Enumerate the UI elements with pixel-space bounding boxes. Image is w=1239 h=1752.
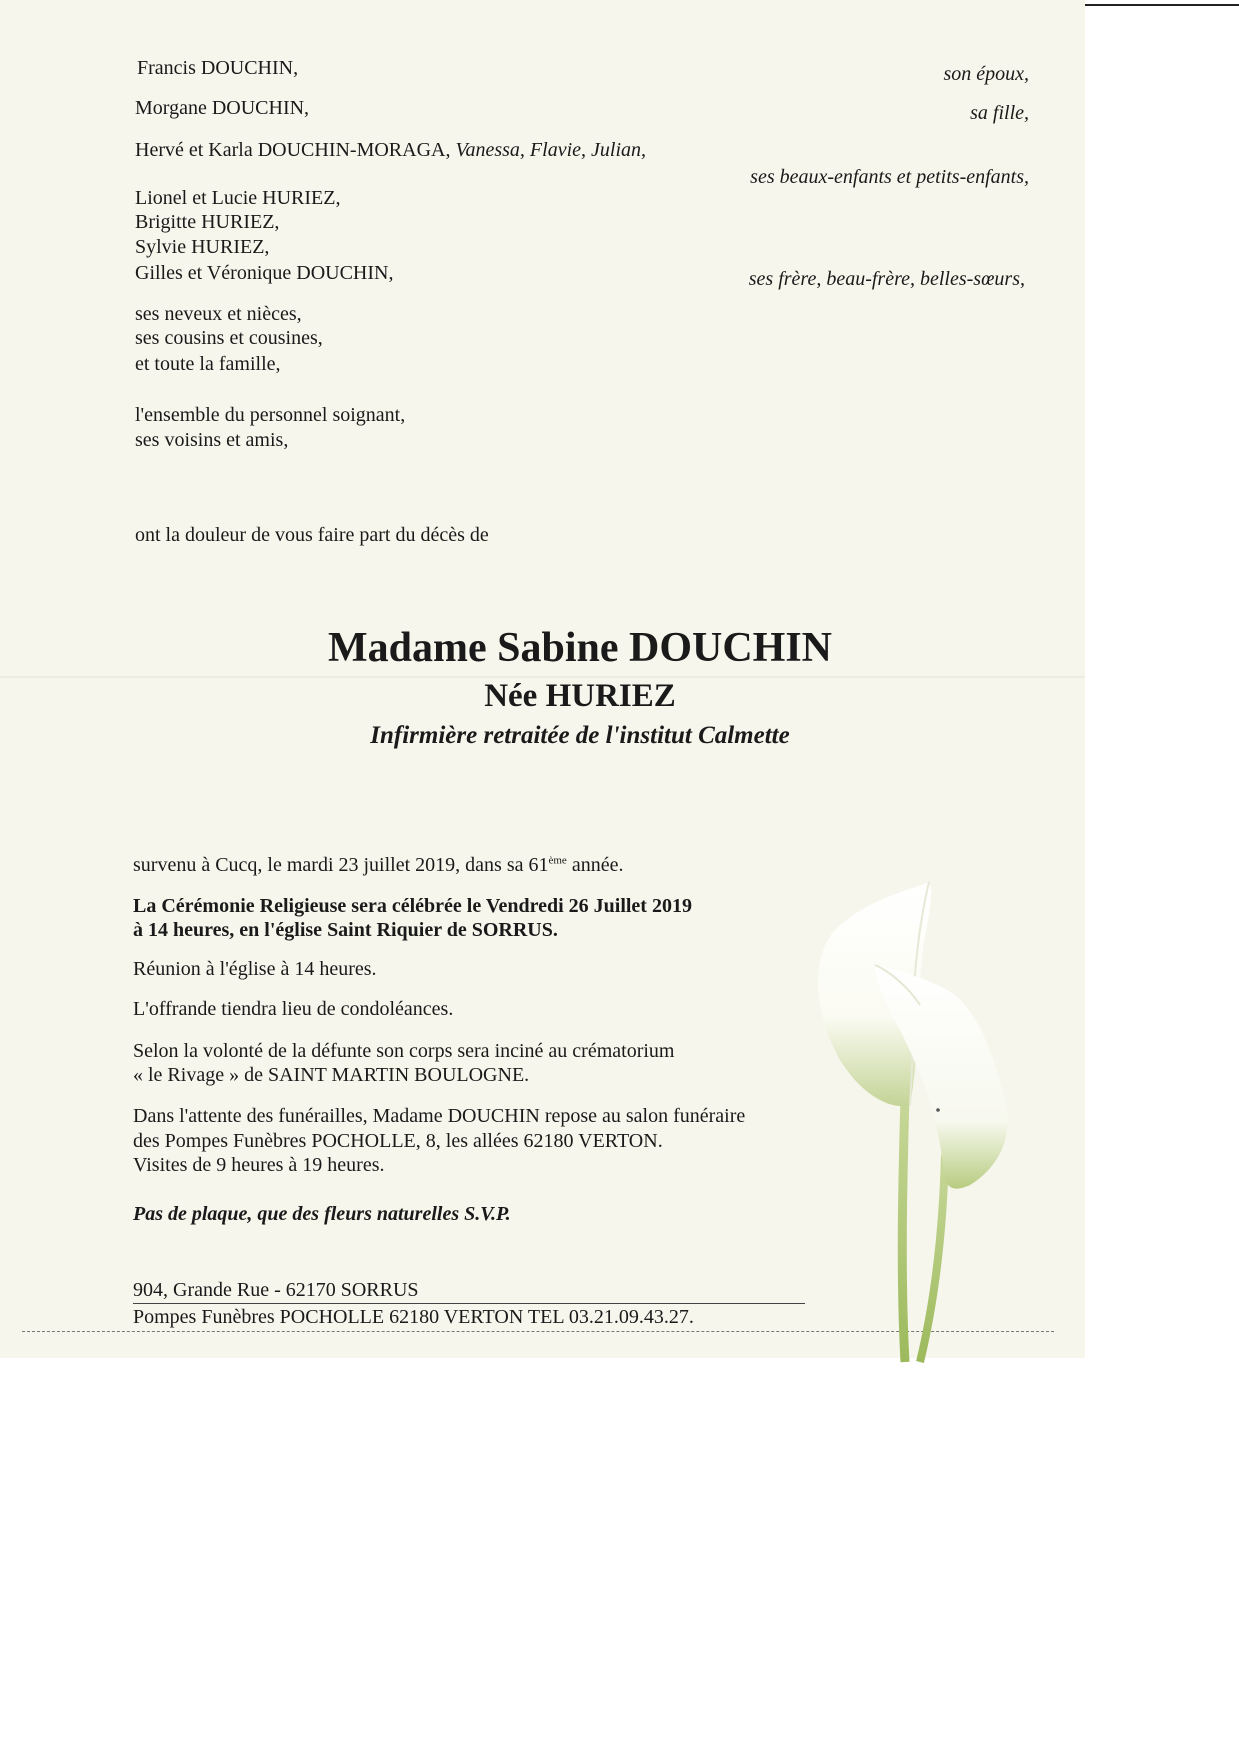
reunion-info: Réunion à l'église à 14 heures. — [133, 958, 377, 980]
ceremony-line-1: La Cérémonie Religieuse sera célébrée le Vendredi 26 Juillet 2019 — [133, 895, 692, 917]
cremation-line-1: Selon la volonté de la défunte son corps sera inciné au crématorium — [133, 1040, 675, 1062]
family-line-famille: et toute la famille, — [135, 353, 281, 375]
family-line-voisins: ses voisins et amis, — [135, 429, 289, 451]
footer-address: 904, Grande Rue - 62170 SORRUS — [133, 1279, 419, 1301]
death-info — [133, 853, 623, 877]
visites-info: Visites de 9 heures à 19 heures. — [133, 1154, 385, 1176]
death-info-end: année. — [566, 854, 624, 876]
family-line-sylvie: Sylvie HURIEZ, — [135, 236, 270, 258]
family-line-personnel: l'ensemble du personnel soignant, — [135, 404, 406, 426]
ceremony-line-2: à 14 heures, en l'église Saint Riquier de SORRUS. — [133, 919, 558, 941]
family-line-morgane: Morgane DOUCHIN, — [135, 97, 310, 119]
calla-lily-icon — [795, 870, 1045, 1365]
relation-beaux-enfants: ses beaux-enfants et petits-enfants, — [750, 166, 1029, 188]
relation-freres: ses frère, beau-frère, belles-sœurs, — [748, 268, 1025, 290]
attente-line-1: Dans l'attente des funérailles, Madame DOUCHIN repose au salon funéraire — [133, 1105, 746, 1127]
family-line-lionel: Lionel et Lucie HURIEZ, — [135, 187, 341, 209]
deceased-name: Madame Sabine DOUCHIN — [327, 625, 833, 671]
death-info-main: survenu à Cucq, le mardi 23 juillet 2019, dans sa 61 — [133, 854, 549, 876]
death-info-ordinal: ème — [548, 854, 567, 867]
family-line-brigitte: Brigitte HURIEZ, — [135, 211, 280, 233]
deceased-profession: Infirmière retraitée de l'institut Calmette — [370, 722, 790, 749]
footer-funeral-home: Pompes Funèbres POCHOLLE 62180 VERTON TEL 03.21.09.43.27. — [133, 1306, 694, 1328]
relation-fille: sa fille, — [970, 102, 1029, 124]
cremation-line-2: « le Rivage » de SAINT MARTIN BOULOGNE. — [133, 1064, 530, 1086]
family-herve-names: Hervé et Karla DOUCHIN-MORAGA, — [135, 139, 451, 161]
family-herve-children: Vanessa, Flavie, Julian, — [455, 139, 647, 161]
deceased-maiden-name: Née HURIEZ — [484, 678, 676, 714]
scan-edge-line — [1085, 4, 1239, 6]
family-line-cousins: ses cousins et cousines, — [135, 327, 323, 349]
family-line-gilles: Gilles et Véronique DOUCHIN, — [135, 262, 394, 284]
offrande-info: L'offrande tiendra lieu de condoléances. — [133, 998, 454, 1020]
family-line-neveux: ses neveux et nièces, — [135, 303, 302, 325]
family-line-herve — [135, 138, 646, 162]
family-line-francis: Francis DOUCHIN, — [137, 57, 299, 79]
no-plaque-notice: Pas de plaque, que des fleurs naturelles S.V.P. — [133, 1203, 511, 1225]
announcement-text: ont la douleur de vous faire part du décès de — [135, 524, 489, 546]
relation-epoux: son époux, — [943, 63, 1029, 85]
footer-underline — [133, 1303, 805, 1304]
attente-line-2: des Pompes Funèbres POCHOLLE, 8, les allées 62180 VERTON. — [133, 1130, 663, 1152]
